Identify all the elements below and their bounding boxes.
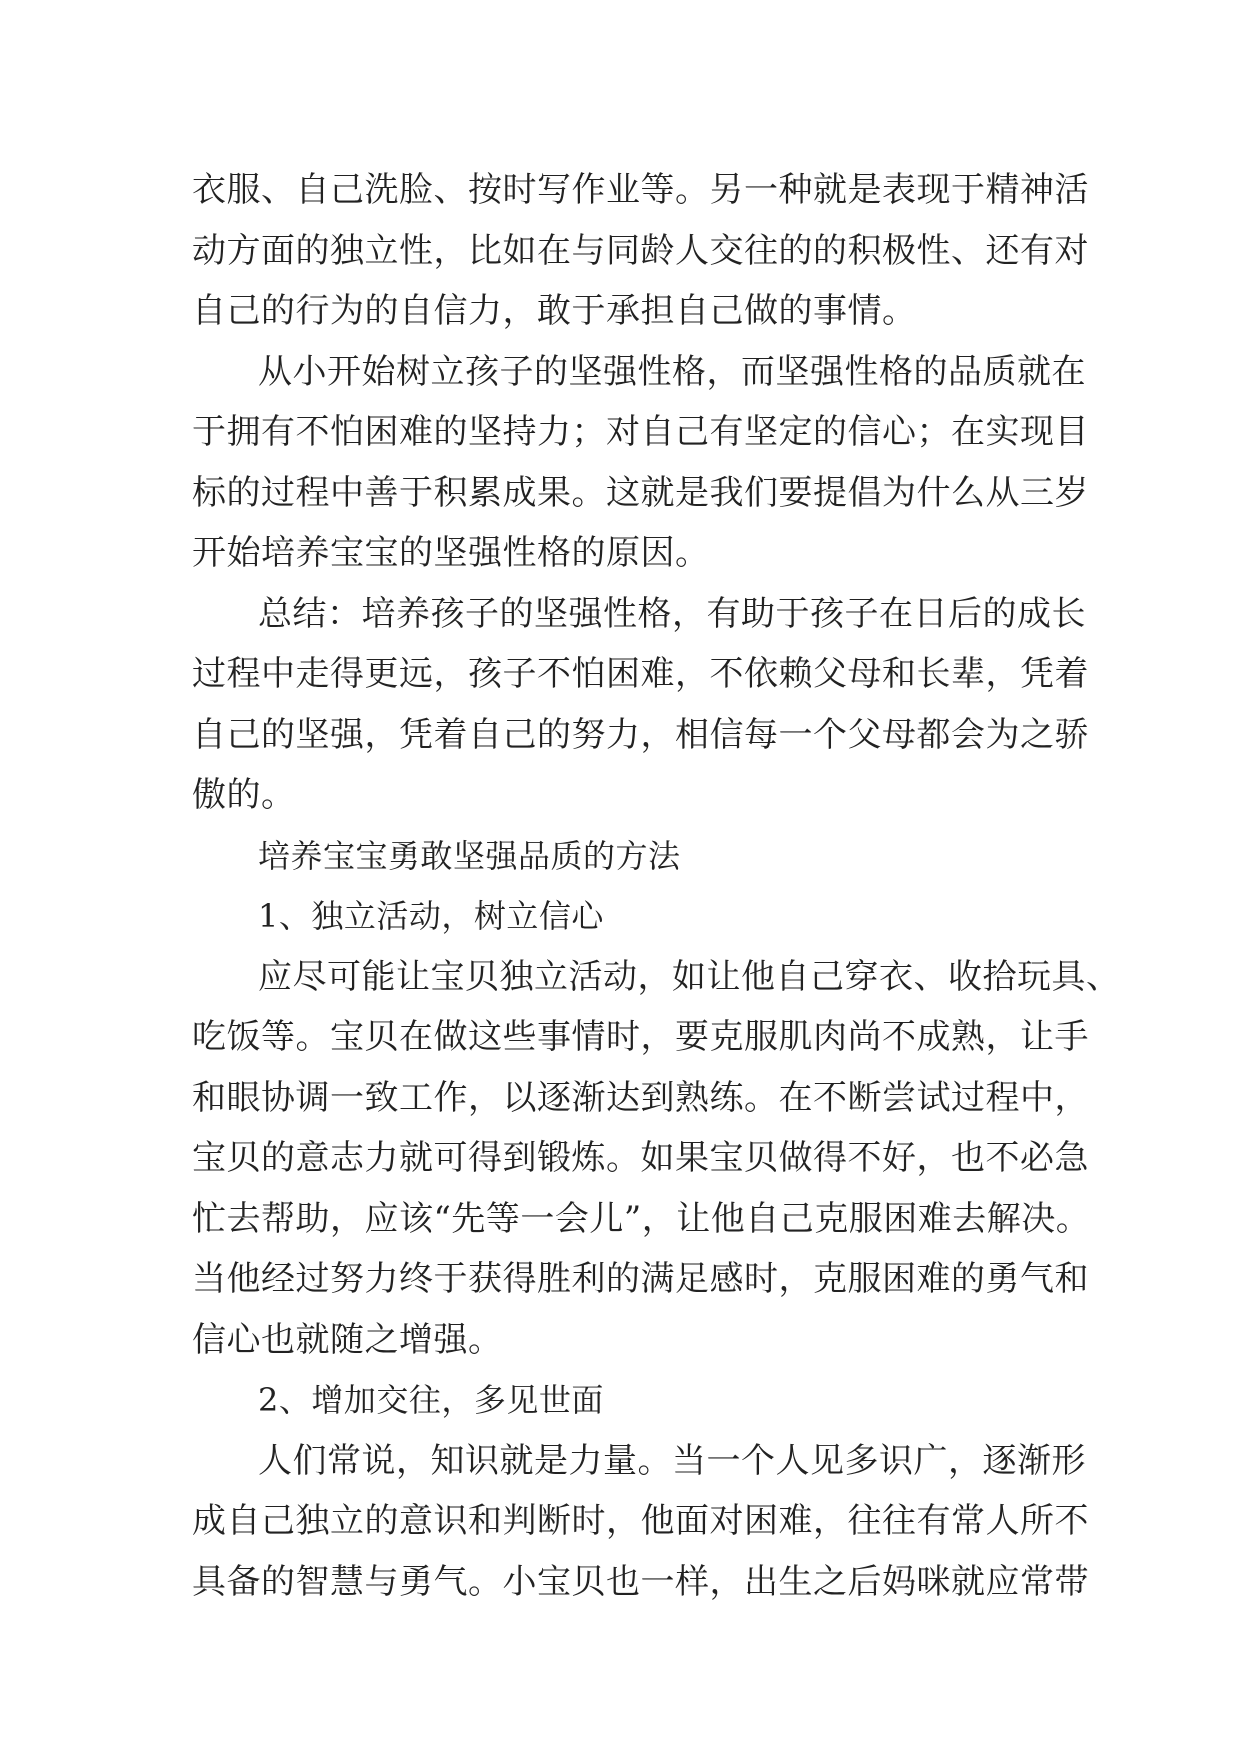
text-line: 信心也就随之增强。 bbox=[192, 1319, 503, 1360]
text-line: 具备的智慧与勇气。小宝贝也一样，出生之后妈咪就应常带 bbox=[192, 1561, 1089, 1602]
subsection-heading-2: 2、增加交往，多见世面 bbox=[258, 1381, 604, 1419]
document-body bbox=[192, 160, 1121, 1612]
summary-first-line: 总结：培养孩子的坚强性格，有助于孩子在日后的成长 bbox=[258, 593, 1086, 634]
paragraph-first-line: 人们常说，知识就是力量。当一个人见多识广，逐渐形 bbox=[258, 1440, 1086, 1481]
text-line: 过程中走得更远，孩子不怕困难，不依赖父母和长辈，凭着 bbox=[192, 654, 1089, 694]
text-line: 傲的。 bbox=[192, 775, 296, 815]
text-line: 自己的坚强，凭着自己的努力，相信每一个父母都会为之骄 bbox=[192, 714, 1089, 755]
text-line: 标的过程中善于积累成果。这就是我们要提倡为什么从三岁 bbox=[192, 472, 1089, 513]
text-line: 自己的行为的自信力，敢于承担自己做的事情。 bbox=[192, 291, 917, 331]
paragraph-first-line: 从小开始树立孩子的坚强性格，而坚强性格的品质就在 bbox=[258, 351, 1086, 392]
text-line: 成自己独立的意识和判断时，他面对困难，往往有常人所不 bbox=[192, 1501, 1089, 1541]
text-line: 吃饭等。宝贝在做这些事情时，要克服肌肉尚不成熟，让手 bbox=[192, 1017, 1089, 1057]
text-line: 宝贝的意志力就可得到锻炼。如果宝贝做得不好，也不必急 bbox=[192, 1138, 1089, 1178]
section-heading: 培养宝宝勇敢坚强品质的方法 bbox=[258, 836, 681, 875]
text-line: 衣服、自己洗脸、按时写作业等。另一种就是表现于精神活 bbox=[192, 170, 1089, 210]
text-line: 于拥有不怕困难的坚持力；对自己有坚定的信心；在实现目 bbox=[192, 412, 1089, 452]
text-line: 和眼协调一致工作，以逐渐达到熟练。在不断尝试过程中， bbox=[192, 1077, 1089, 1118]
text-line: 当他经过努力终于获得胜利的满足感时，克服困难的勇气和 bbox=[192, 1259, 1089, 1299]
subsection-heading-1: 1、独立活动，树立信心 bbox=[258, 897, 604, 935]
text-line: 忙去帮助，应该“先等一会儿”，让他自己克服困难去解决。 bbox=[192, 1198, 1091, 1239]
text-line: 动方面的独立性，比如在与同龄人交往的的积极性、还有对 bbox=[192, 230, 1089, 271]
text-line: 开始培养宝宝的坚强性格的原因。 bbox=[192, 533, 710, 573]
paragraph-first-line: 应尽可能让宝贝独立活动，如让他自己穿衣、收拾玩具、 bbox=[258, 956, 1121, 997]
